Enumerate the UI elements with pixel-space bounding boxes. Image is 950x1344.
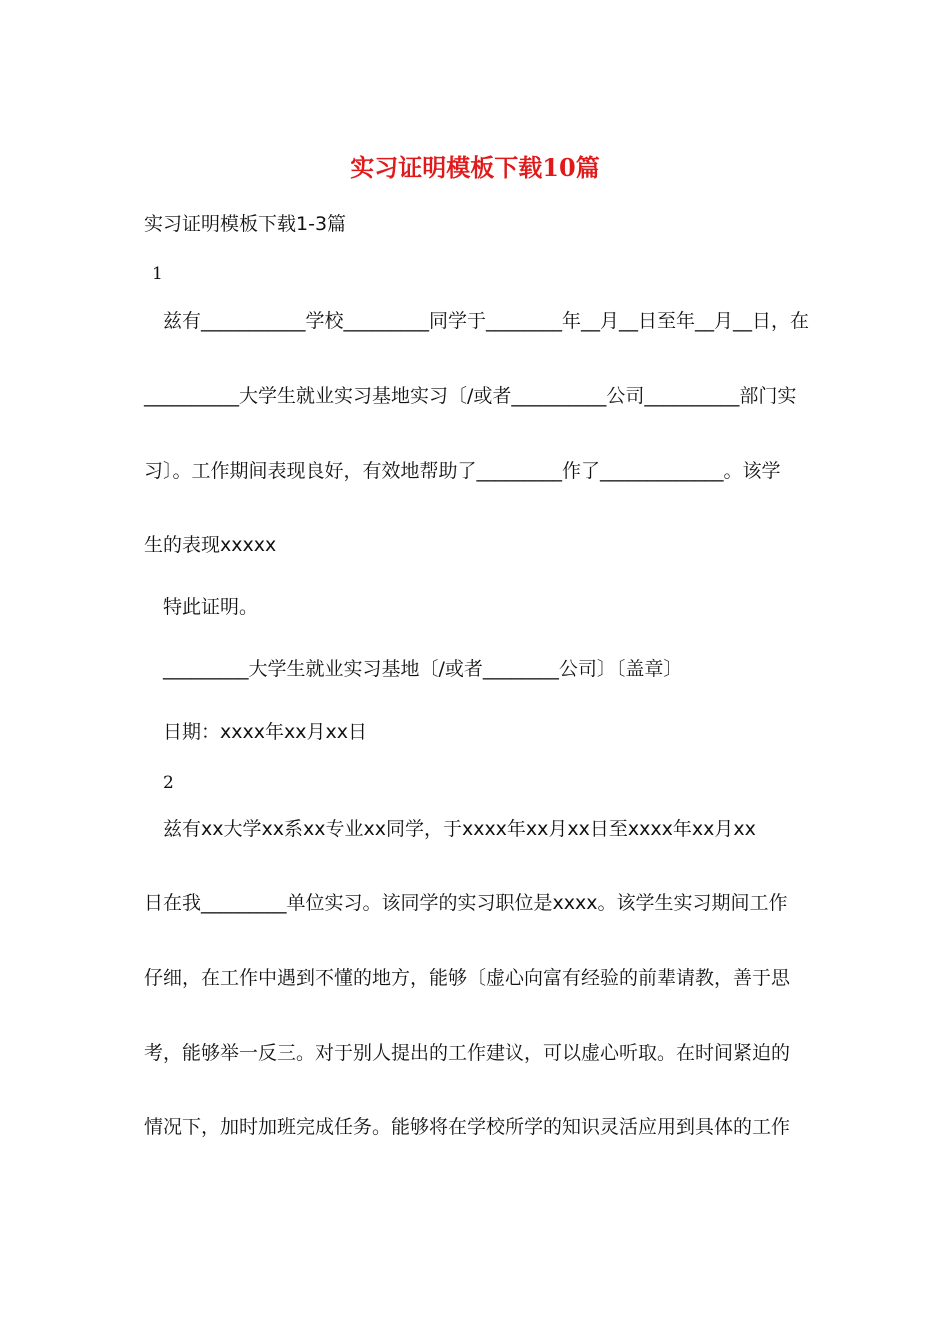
subtitle: 实习证明模板下载1-3篇 (144, 213, 347, 235)
section-number-2: 2 (163, 773, 174, 793)
date-line: 日期：xxxx年xx月xx日 (163, 721, 367, 743)
section1-paragraph-line-3: 习〕。工作期间表现良好，有效地帮助了_________作了_____________。该学 (144, 460, 781, 482)
section2-paragraph-line-4: 考，能够举一反三。对于别人提出的工作建议，可以虚心听取。在时间紧迫的 (144, 1042, 791, 1064)
section1-paragraph-line-2: __________大学生就业实习基地实习〔/或者__________公司__________部门实 (144, 385, 797, 407)
signature-line: _________大学生就业实习基地〔/或者________公司〕〔盖章〕 (163, 658, 683, 680)
certify-text: 特此证明。 (163, 596, 259, 618)
document-title: 实习证明模板下载10篇 (350, 153, 600, 182)
section1-paragraph-line-1: 兹有___________学校_________同学于________年__月__日至年__月__日，在 (163, 310, 810, 332)
section-number-1: 1 (152, 264, 163, 284)
section2-paragraph-line-5: 情况下，加时加班完成任务。能够将在学校所学的知识灵活应用到具体的工作 (144, 1116, 791, 1138)
section1-paragraph-line-4: 生的表现xxxxx (144, 534, 277, 556)
section2-paragraph-line-3: 仔细，在工作中遇到不懂的地方，能够〔虚心向富有经验的前辈请教，善于思 (144, 967, 791, 989)
section2-paragraph-line-1: 兹有xx大学xx系xx专业xx同学，于xxxx年xx月xx日至xxxx年xx月xx (163, 818, 756, 840)
section2-paragraph-line-2: 日在我_________单位实习。该同学的实习职位是xxxx。该学生实习期间工作 (144, 892, 788, 914)
